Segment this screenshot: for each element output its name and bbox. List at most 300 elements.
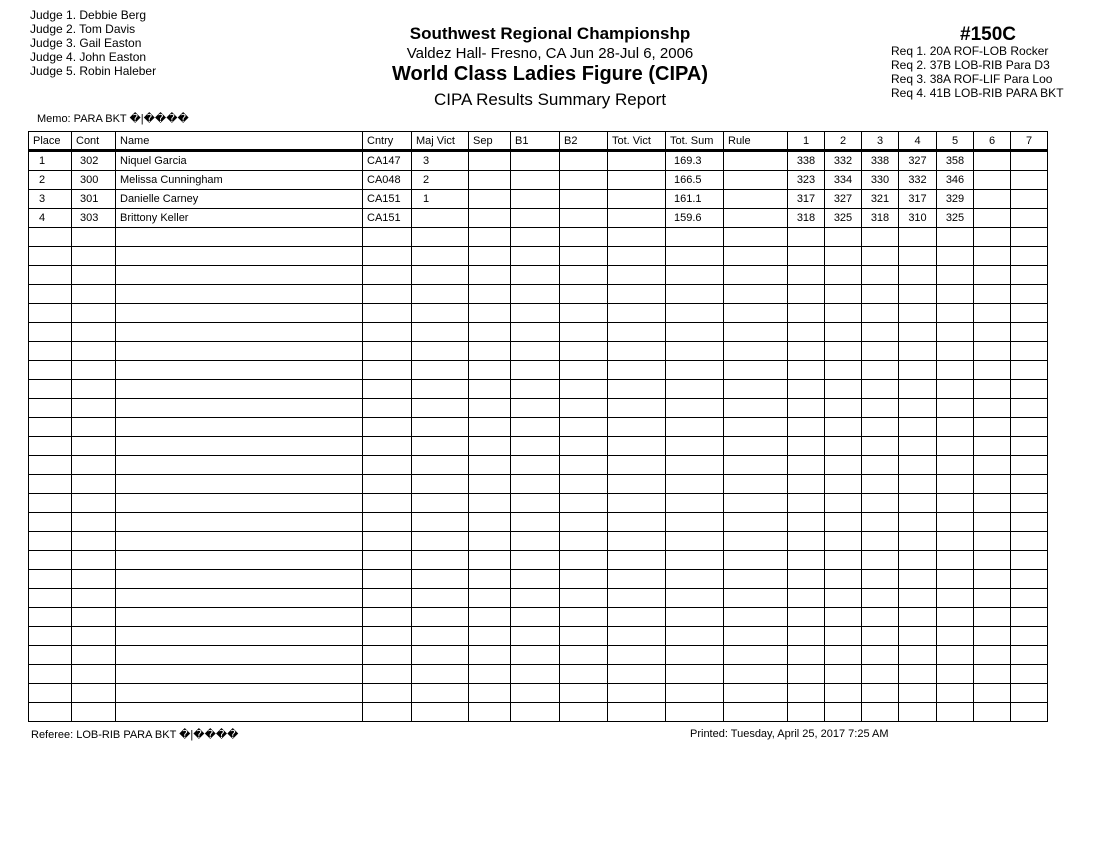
table-cell — [116, 532, 363, 551]
table-cell — [937, 513, 974, 532]
table-cell — [469, 475, 511, 494]
judge-4: Judge 4. John Easton — [30, 50, 147, 64]
table-cell — [937, 627, 974, 646]
table-cell — [469, 266, 511, 285]
table-cell — [363, 418, 412, 437]
table-cell — [862, 475, 899, 494]
table-cell — [724, 608, 788, 627]
table-cell — [724, 399, 788, 418]
table-cell — [511, 151, 560, 171]
table-cell — [1011, 342, 1048, 361]
column-header: 7 — [1011, 132, 1048, 151]
table-cell — [72, 608, 116, 627]
table-cell — [862, 304, 899, 323]
table-cell — [666, 418, 724, 437]
table-cell — [862, 589, 899, 608]
table-cell — [724, 646, 788, 665]
table-cell — [724, 570, 788, 589]
table-cell — [1011, 228, 1048, 247]
table-cell — [666, 532, 724, 551]
table-cell — [511, 342, 560, 361]
table-cell — [116, 684, 363, 703]
empty-row — [29, 532, 1048, 551]
table-cell — [469, 247, 511, 266]
requirement-2: Req 2. 37B LOB-RIB Para D3 — [891, 58, 1050, 72]
empty-row — [29, 475, 1048, 494]
table-cell — [412, 570, 469, 589]
table-cell — [29, 513, 72, 532]
table-cell: 325 — [825, 209, 862, 228]
table-cell — [937, 684, 974, 703]
table-cell — [937, 399, 974, 418]
table-cell — [412, 361, 469, 380]
column-header: Tot. Vict — [608, 132, 666, 151]
table-cell — [560, 551, 608, 570]
table-cell — [560, 475, 608, 494]
table-cell — [937, 247, 974, 266]
table-cell — [937, 304, 974, 323]
table-cell — [724, 190, 788, 209]
table-cell — [788, 228, 825, 247]
table-cell — [608, 703, 666, 722]
table-cell — [788, 608, 825, 627]
table-cell — [412, 703, 469, 722]
empty-row — [29, 703, 1048, 722]
table-cell — [1011, 209, 1048, 228]
table-cell — [899, 532, 937, 551]
table-cell — [29, 323, 72, 342]
table-cell: 3 — [412, 151, 469, 171]
table-cell — [974, 665, 1011, 684]
table-cell — [363, 551, 412, 570]
table-cell — [862, 228, 899, 247]
table-cell — [862, 513, 899, 532]
table-cell — [560, 532, 608, 551]
table-cell — [666, 627, 724, 646]
table-cell — [72, 589, 116, 608]
table-cell: 169.3 — [666, 151, 724, 171]
table-cell — [72, 627, 116, 646]
table-cell — [29, 418, 72, 437]
table-cell — [825, 361, 862, 380]
table-cell — [72, 494, 116, 513]
table-cell — [363, 361, 412, 380]
table-cell — [974, 399, 1011, 418]
table-cell — [666, 437, 724, 456]
column-header: B1 — [511, 132, 560, 151]
table-cell — [724, 151, 788, 171]
empty-row — [29, 418, 1048, 437]
table-cell — [724, 703, 788, 722]
table-cell — [72, 399, 116, 418]
table-cell — [560, 665, 608, 684]
table-cell — [511, 513, 560, 532]
empty-row — [29, 570, 1048, 589]
table-cell — [412, 551, 469, 570]
table-cell — [899, 247, 937, 266]
table-cell — [29, 285, 72, 304]
table-cell — [29, 551, 72, 570]
table-cell: 4 — [29, 209, 72, 228]
table-cell — [363, 380, 412, 399]
table-cell — [608, 608, 666, 627]
empty-row — [29, 513, 1048, 532]
table-cell — [666, 551, 724, 570]
table-cell — [116, 399, 363, 418]
table-cell — [469, 646, 511, 665]
table-cell — [29, 684, 72, 703]
table-cell — [29, 361, 72, 380]
table-row — [29, 190, 1048, 209]
table-cell — [974, 266, 1011, 285]
table-cell: 330 — [862, 171, 899, 190]
empty-row — [29, 399, 1048, 418]
table-cell — [937, 266, 974, 285]
judges-list — [30, 8, 156, 78]
table-cell: 302 — [72, 151, 116, 171]
table-cell — [363, 399, 412, 418]
table-cell — [116, 608, 363, 627]
table-cell — [363, 475, 412, 494]
table-cell — [937, 342, 974, 361]
table-cell: 318 — [788, 209, 825, 228]
empty-row — [29, 266, 1048, 285]
table-cell — [72, 228, 116, 247]
table-cell — [29, 665, 72, 684]
table-cell — [560, 684, 608, 703]
table-cell — [72, 418, 116, 437]
table-cell — [412, 608, 469, 627]
table-cell — [608, 475, 666, 494]
table-cell — [974, 589, 1011, 608]
table-cell — [974, 361, 1011, 380]
table-cell — [412, 285, 469, 304]
table-cell — [116, 456, 363, 475]
table-cell — [469, 342, 511, 361]
table-cell — [974, 190, 1011, 209]
empty-row — [29, 494, 1048, 513]
table-cell — [412, 532, 469, 551]
table-cell — [29, 380, 72, 399]
table-cell — [825, 456, 862, 475]
table-cell — [825, 589, 862, 608]
table-cell — [1011, 551, 1048, 570]
table-cell — [116, 665, 363, 684]
table-cell — [974, 627, 1011, 646]
table-cell — [363, 627, 412, 646]
table-cell — [511, 285, 560, 304]
table-cell — [469, 456, 511, 475]
table-cell — [469, 151, 511, 171]
requirements-list — [891, 44, 1064, 100]
table-cell — [511, 228, 560, 247]
table-cell — [608, 551, 666, 570]
table-cell: 334 — [825, 171, 862, 190]
empty-row — [29, 342, 1048, 361]
table-cell: 1 — [412, 190, 469, 209]
table-cell — [724, 228, 788, 247]
table-cell — [560, 437, 608, 456]
table-cell — [666, 646, 724, 665]
table-cell — [469, 665, 511, 684]
table-row — [29, 151, 1048, 171]
table-cell: 358 — [937, 151, 974, 171]
requirement-1: Req 1. 20A ROF-LOB Rocker — [891, 44, 1049, 58]
table-cell — [788, 532, 825, 551]
table-cell — [608, 342, 666, 361]
table-cell — [511, 304, 560, 323]
table-cell — [862, 342, 899, 361]
table-cell — [862, 608, 899, 627]
table-cell — [1011, 437, 1048, 456]
table-cell — [825, 513, 862, 532]
table-cell — [72, 532, 116, 551]
judge-5: Judge 5. Robin Haleber — [30, 64, 157, 78]
table-cell — [788, 589, 825, 608]
table-cell — [560, 380, 608, 399]
table-cell: 346 — [937, 171, 974, 190]
table-cell — [412, 665, 469, 684]
table-cell — [899, 684, 937, 703]
table-cell — [469, 494, 511, 513]
table-cell — [116, 266, 363, 285]
table-cell — [608, 437, 666, 456]
table-cell — [899, 285, 937, 304]
table-cell — [29, 646, 72, 665]
table-cell — [29, 494, 72, 513]
column-header: Cont — [72, 132, 116, 151]
table-cell — [560, 266, 608, 285]
table-cell — [1011, 361, 1048, 380]
table-cell — [363, 703, 412, 722]
column-header: 6 — [974, 132, 1011, 151]
column-header: Name — [116, 132, 363, 151]
table-cell — [666, 570, 724, 589]
table-cell — [899, 228, 937, 247]
table-cell — [1011, 456, 1048, 475]
table-cell — [937, 323, 974, 342]
table-cell — [899, 304, 937, 323]
table-cell — [511, 589, 560, 608]
table-cell — [974, 171, 1011, 190]
table-cell — [1011, 171, 1048, 190]
table-cell — [724, 418, 788, 437]
table-cell — [116, 380, 363, 399]
table-cell — [862, 570, 899, 589]
table-cell — [560, 418, 608, 437]
table-cell — [788, 703, 825, 722]
table-cell — [511, 399, 560, 418]
table-cell — [560, 342, 608, 361]
table-cell — [937, 418, 974, 437]
table-cell — [29, 342, 72, 361]
table-cell: CA151 — [363, 209, 412, 228]
table-cell — [899, 361, 937, 380]
table-cell — [937, 456, 974, 475]
table-cell — [937, 494, 974, 513]
table-cell — [862, 494, 899, 513]
table-cell — [363, 608, 412, 627]
venue-dates: Valdez Hall- Fresno, CA Jun 28-Jul 6, 2006 — [406, 45, 694, 62]
table-cell — [560, 304, 608, 323]
table-cell: 301 — [72, 190, 116, 209]
table-cell — [899, 456, 937, 475]
table-cell — [825, 342, 862, 361]
table-cell — [937, 532, 974, 551]
table-cell — [560, 171, 608, 190]
table-cell — [666, 380, 724, 399]
table-cell: 321 — [862, 190, 899, 209]
table-cell — [469, 361, 511, 380]
table-cell: Brittony Keller — [116, 209, 363, 228]
table-cell — [511, 646, 560, 665]
table-cell — [363, 247, 412, 266]
table-cell — [608, 684, 666, 703]
table-cell — [560, 323, 608, 342]
table-cell — [116, 627, 363, 646]
table-cell — [469, 589, 511, 608]
table-cell — [666, 608, 724, 627]
table-cell — [72, 570, 116, 589]
table-cell — [937, 570, 974, 589]
table-cell — [511, 247, 560, 266]
table-cell — [72, 323, 116, 342]
table-cell: CA151 — [363, 190, 412, 209]
table-cell — [608, 171, 666, 190]
table-cell — [862, 532, 899, 551]
printed-timestamp: Printed: Tuesday, April 25, 2017 7:25 AM — [690, 728, 889, 740]
table-cell — [899, 608, 937, 627]
table-cell — [116, 646, 363, 665]
table-cell — [666, 342, 724, 361]
table-cell — [469, 304, 511, 323]
table-cell — [72, 513, 116, 532]
table-cell — [937, 285, 974, 304]
table-cell — [825, 266, 862, 285]
table-cell — [974, 247, 1011, 266]
table-body — [29, 151, 1048, 722]
table-cell — [72, 285, 116, 304]
table-cell — [825, 380, 862, 399]
table-cell — [511, 456, 560, 475]
table-cell — [29, 627, 72, 646]
table-cell — [363, 342, 412, 361]
table-cell — [608, 151, 666, 171]
table-cell: 325 — [937, 209, 974, 228]
table-cell — [412, 646, 469, 665]
table-cell — [1011, 418, 1048, 437]
table-cell — [1011, 646, 1048, 665]
table-cell — [469, 380, 511, 399]
column-header: Maj Vict — [412, 132, 469, 151]
table-cell — [724, 475, 788, 494]
table-cell — [560, 361, 608, 380]
table-cell — [788, 551, 825, 570]
table-cell — [899, 323, 937, 342]
table-cell — [724, 285, 788, 304]
table-cell — [825, 532, 862, 551]
judge-3: Judge 3. Gail Easton — [30, 36, 142, 50]
table-cell — [937, 228, 974, 247]
table-cell — [608, 532, 666, 551]
table-cell — [469, 608, 511, 627]
table-cell — [937, 646, 974, 665]
table-cell — [412, 247, 469, 266]
table-cell — [666, 361, 724, 380]
table-cell — [469, 209, 511, 228]
table-cell — [469, 418, 511, 437]
table-cell — [899, 703, 937, 722]
column-header: B2 — [560, 132, 608, 151]
table-cell — [412, 209, 469, 228]
table-cell — [825, 684, 862, 703]
table-cell — [608, 399, 666, 418]
table-cell — [560, 399, 608, 418]
table-cell — [974, 151, 1011, 171]
table-cell — [560, 513, 608, 532]
table-cell — [116, 418, 363, 437]
table-cell — [825, 703, 862, 722]
table-cell — [469, 570, 511, 589]
table-cell — [788, 665, 825, 684]
table-cell — [608, 494, 666, 513]
column-header: 4 — [899, 132, 937, 151]
table-cell — [72, 342, 116, 361]
table-cell — [608, 665, 666, 684]
table-cell — [363, 513, 412, 532]
table-cell — [29, 570, 72, 589]
table-cell — [666, 399, 724, 418]
table-cell — [412, 342, 469, 361]
table-cell — [666, 456, 724, 475]
table-cell — [666, 589, 724, 608]
table-cell — [469, 551, 511, 570]
table-cell — [788, 494, 825, 513]
table-cell — [608, 247, 666, 266]
table-cell — [666, 513, 724, 532]
table-cell — [29, 399, 72, 418]
table-cell — [511, 703, 560, 722]
table-cell — [724, 665, 788, 684]
requirement-4: Req 4. 41B LOB-RIB PARA BKT — [891, 86, 1064, 100]
table-cell — [666, 684, 724, 703]
table-cell: 161.1 — [666, 190, 724, 209]
table-cell: CA147 — [363, 151, 412, 171]
table-cell — [608, 285, 666, 304]
table-cell — [116, 703, 363, 722]
table-cell — [608, 190, 666, 209]
table-cell — [862, 551, 899, 570]
column-header: Cntry — [363, 132, 412, 151]
table-cell — [724, 437, 788, 456]
table-cell — [937, 437, 974, 456]
judge-1: Judge 1. Debbie Berg — [30, 8, 147, 22]
table-cell — [72, 646, 116, 665]
table-cell — [363, 456, 412, 475]
table-cell — [363, 589, 412, 608]
table-cell — [29, 266, 72, 285]
table-cell — [1011, 684, 1048, 703]
table-cell — [29, 456, 72, 475]
table-cell — [937, 380, 974, 399]
table-cell — [899, 342, 937, 361]
table-cell — [862, 418, 899, 437]
table-cell — [511, 380, 560, 399]
table-cell: 338 — [862, 151, 899, 171]
table-cell — [469, 703, 511, 722]
column-header: 2 — [825, 132, 862, 151]
table-cell: 317 — [899, 190, 937, 209]
